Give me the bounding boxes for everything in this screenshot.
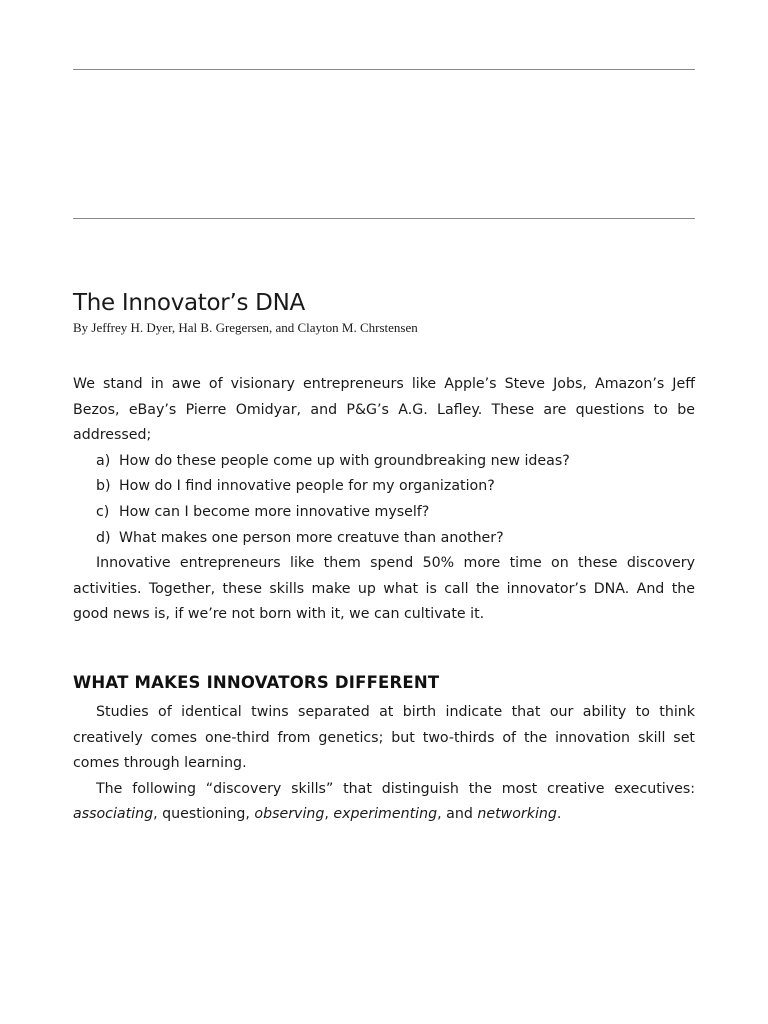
list-marker: b): [96, 478, 111, 495]
list-item-text: How do I find innovative people for my organization?: [119, 478, 495, 495]
skill-observing: observing: [254, 806, 325, 823]
intro-closing-paragraph: Innovative entrepreneurs like them spend 50% more time on these discovery activities. Together, these skills make up what is call the innovator’s DNA. And the good news is, if we’re not born with it, we can cultivate it.: [73, 555, 695, 623]
list-item-text: How do these people come up with groundbreaking new ideas?: [119, 452, 570, 469]
list-marker: c): [96, 503, 110, 520]
separator: ,: [245, 806, 250, 823]
skill-networking: networking: [477, 806, 557, 823]
list-item: [73, 474, 695, 500]
list-marker: a): [96, 452, 111, 469]
skills-lead-text: The following “discovery skills” that distinguish the most creative executives:: [96, 780, 695, 797]
separator: ,: [153, 806, 158, 823]
list-item-text: What makes one person more creatuve than another?: [119, 529, 504, 546]
document-title: The Innovator’s DNA: [73, 290, 305, 316]
separator: , and: [437, 806, 473, 823]
skill-experimenting: experimenting: [333, 806, 438, 823]
section-paragraph-2: [73, 777, 695, 828]
separator: ,: [324, 806, 329, 823]
section-body: [73, 700, 695, 828]
skill-associating: associating: [73, 806, 154, 823]
list-item: [73, 449, 695, 475]
list-item: [73, 500, 695, 526]
separator: .: [556, 806, 562, 823]
list-marker: d): [96, 529, 111, 546]
header-rule-top: [73, 69, 695, 70]
header-rule-bottom: [73, 218, 695, 219]
section-paragraph-1: Studies of identical twins separated at birth indicate that our ability to think creatively comes one-third from genetics; but two-thirds of the innovation skill set comes through learning.: [73, 704, 695, 772]
list-item-text: How can I become more innovative myself?: [119, 503, 430, 520]
skill-questioning: questioning: [162, 806, 246, 823]
intro-paragraph: We stand in awe of visionary entrepreneurs like Apple’s Steve Jobs, Amazon’s Jeff Bezos, eBay’s Pierre Omidyar, and P&G’s A.G. Lafley. These are questions to be addressed;: [73, 376, 695, 444]
author-byline: By Jeffrey H. Dyer, Hal B. Gregersen, and Clayton M. Chrstensen: [73, 320, 418, 335]
list-item: [73, 526, 695, 552]
section-heading: WHAT MAKES INNOVATORS DIFFERENT: [73, 673, 440, 692]
question-list: [73, 449, 695, 551]
intro-section: [73, 372, 695, 628]
